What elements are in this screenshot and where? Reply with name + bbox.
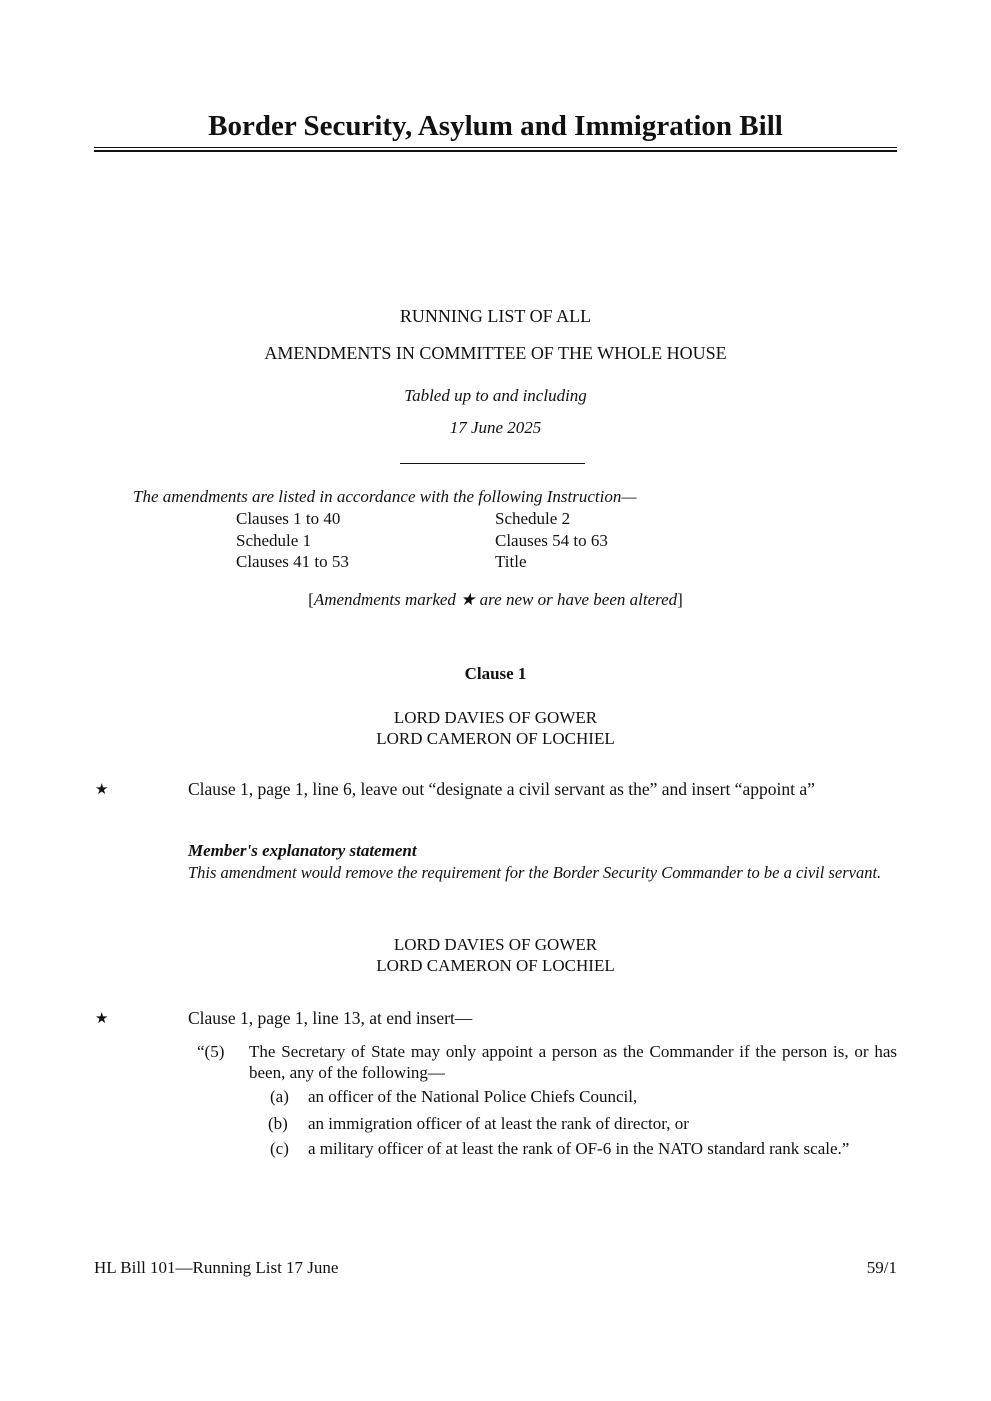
divider (400, 463, 585, 464)
paragraph-text: an immigration officer of at least the rank of director, or (308, 1114, 689, 1133)
sponsor-name: LORD CAMERON OF LOCHIEL (376, 729, 615, 748)
footer-page-number: 59/1 (866, 1258, 897, 1277)
paragraph-number: (a) (270, 1087, 289, 1106)
sponsors (94, 934, 897, 976)
paragraph-text: an officer of the National Police Chiefs Council, (308, 1087, 638, 1106)
star-note: [Amendments marked ★ are new or have been altered] (308, 590, 683, 609)
footer-bill-reference: HL Bill 101—Running List 17 June (94, 1258, 339, 1277)
tabled-line: Tabled up to and including (404, 386, 587, 405)
amendment-text: Clause 1, page 1, line 6, leave out “designate a civil servant as the” and insert “appoint a” (188, 779, 815, 799)
explanatory-statement: This amendment would remove the requirement for the Border Security Commander to be a civil servant. (188, 863, 882, 882)
title-rule-thick (94, 150, 897, 152)
sponsors (94, 707, 897, 749)
order-item: Clauses 54 to 63 (495, 530, 608, 550)
heading-line-1: RUNNING LIST OF ALL (399, 306, 592, 326)
sponsor-name: LORD CAMERON OF LOCHIEL (376, 956, 615, 975)
paragraph-number: (b) (268, 1114, 288, 1133)
order-item: Schedule 1 (236, 530, 312, 550)
order-item: Title (495, 552, 527, 571)
explanatory-statement-heading: Member's explanatory statement (188, 841, 417, 860)
paragraph-number: (c) (270, 1139, 289, 1158)
star-icon: ★ (95, 1011, 109, 1027)
subsection-number: “(5) (197, 1042, 225, 1061)
instruction-order (236, 508, 695, 573)
order-item: Clauses 1 to 40 (236, 509, 341, 528)
order-item: Clauses 41 to 53 (236, 552, 349, 571)
clause-heading: Clause 1 (464, 664, 527, 683)
sponsor-name: LORD DAVIES OF GOWER (393, 708, 598, 727)
paragraph-text: a military officer of at least the rank of OF-6 in the NATO standard rank scale.” (308, 1139, 850, 1158)
sponsor-name: LORD DAVIES OF GOWER (393, 935, 598, 954)
heading-line-2: AMENDMENTS IN COMMITTEE OF THE WHOLE HOUSE (264, 343, 727, 363)
instruction-text: The amendments are listed in accordance with the following Instruction— (133, 487, 637, 506)
amendment-text: Clause 1, page 1, line 13, at end insert— (188, 1008, 473, 1028)
title-rule-thin (94, 147, 897, 148)
subsection-text: The Secretary of State may only appoint a person as the Commander if the person is, or has been, any of the following— (249, 1042, 897, 1082)
page-footer (94, 1258, 897, 1278)
bill-title: Border Security, Asylum and Immigration Bill (208, 110, 783, 142)
order-item: Schedule 2 (495, 509, 571, 528)
star-icon: ★ (95, 782, 109, 798)
tabled-date: 17 June 2025 (449, 418, 542, 437)
